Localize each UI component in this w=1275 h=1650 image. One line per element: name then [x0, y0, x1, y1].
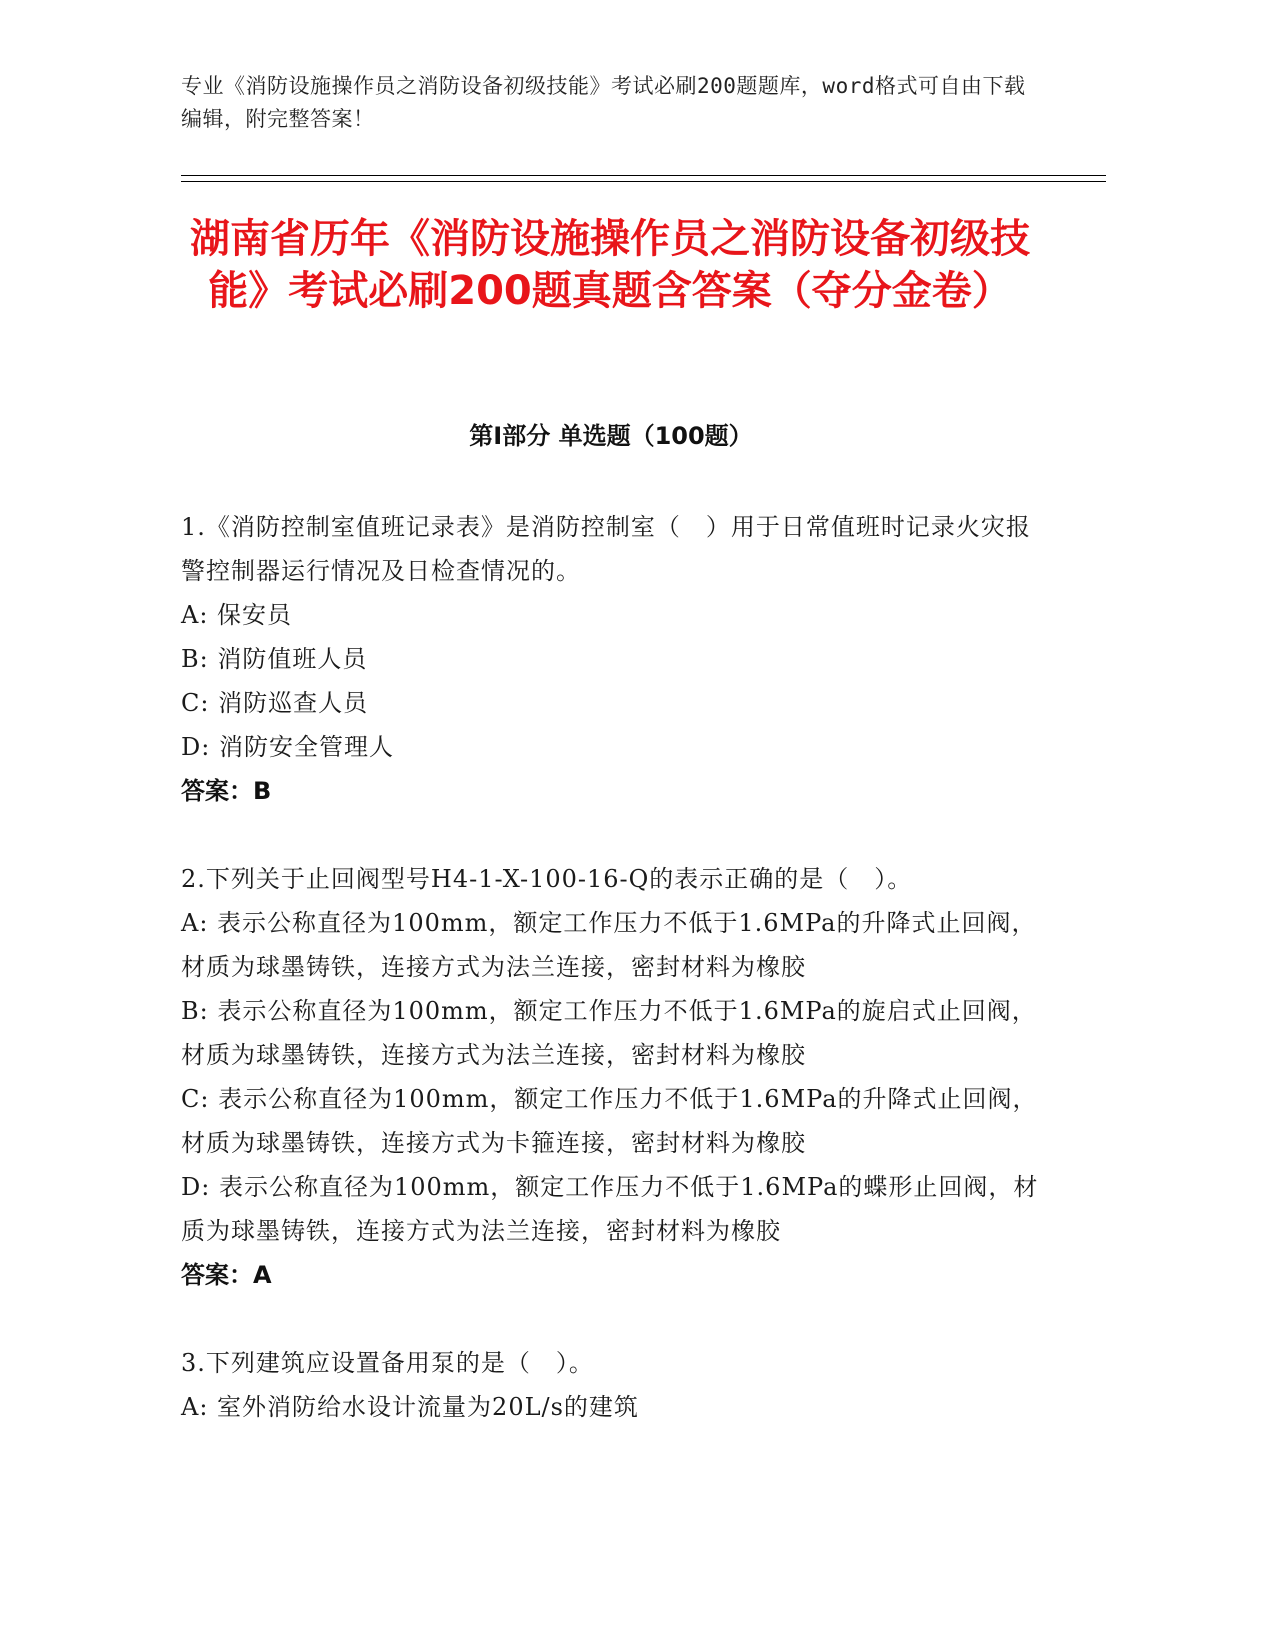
option-b: B: 表示公称直径为100mm，额定工作压力不低于1.6MPa的旋启式止回阀，材质为球墨铸铁，连接方式为法兰连接，密封材料为橡胶	[181, 997, 1037, 1069]
option-d: D: 消防安全管理人	[181, 733, 394, 761]
option-d: D: 表示公称直径为100mm，额定工作压力不低于1.6MPa的蝶形止回阀，材质为球墨铸铁，连接方式为法兰连接，密封材料为橡胶	[181, 1173, 1039, 1245]
option-b: B: 消防值班人员	[181, 645, 368, 673]
option-a: A: 表示公称直径为100mm，额定工作压力不低于1.6MPa的升降式止回阀，材质为球墨铸铁，连接方式为法兰连接，密封材料为橡胶	[181, 909, 1037, 981]
question-3	[181, 1341, 1041, 1429]
option-c: C: 表示公称直径为100mm，额定工作压力不低于1.6MPa的升降式止回阀，材质为球墨铸铁，连接方式为卡箍连接，密封材料为橡胶	[181, 1085, 1038, 1157]
question-stem: 2.下列关于止回阀型号H4-1-X-100-16-Q的表示正确的是（ ）。	[181, 865, 913, 893]
section-title: 第Ⅰ部分 单选题（100题）	[469, 422, 753, 450]
option-a: A: 保安员	[181, 601, 293, 629]
question-list	[181, 505, 1041, 1429]
header-divider-top	[181, 175, 1106, 176]
document-title: 湖南省历年《消防设施操作员之消防设备初级技能》考试必刷200题真题含答案（夺分金卷）	[190, 216, 1030, 314]
answer-label: 答案：A	[181, 1261, 272, 1289]
question-2	[181, 857, 1041, 1297]
header-divider-bottom	[181, 181, 1106, 182]
question-stem: 3.下列建筑应设置备用泵的是（ ）。	[181, 1349, 594, 1377]
answer-label: 答案：B	[181, 777, 272, 805]
header-note: 专业《消防设施操作员之消防设备初级技能》考试必刷200题题库，word格式可自由下载编辑，附完整答案！	[181, 74, 1026, 131]
question-stem: 1.《消防控制室值班记录表》是消防控制室（ ）用于日常值班时记录火灾报警控制器运行情况及日检查情况的。	[181, 513, 1031, 585]
option-c: C: 消防巡查人员	[181, 689, 369, 717]
option-a: A: 室外消防给水设计流量为20L/s的建筑	[181, 1393, 639, 1421]
question-1	[181, 505, 1041, 813]
